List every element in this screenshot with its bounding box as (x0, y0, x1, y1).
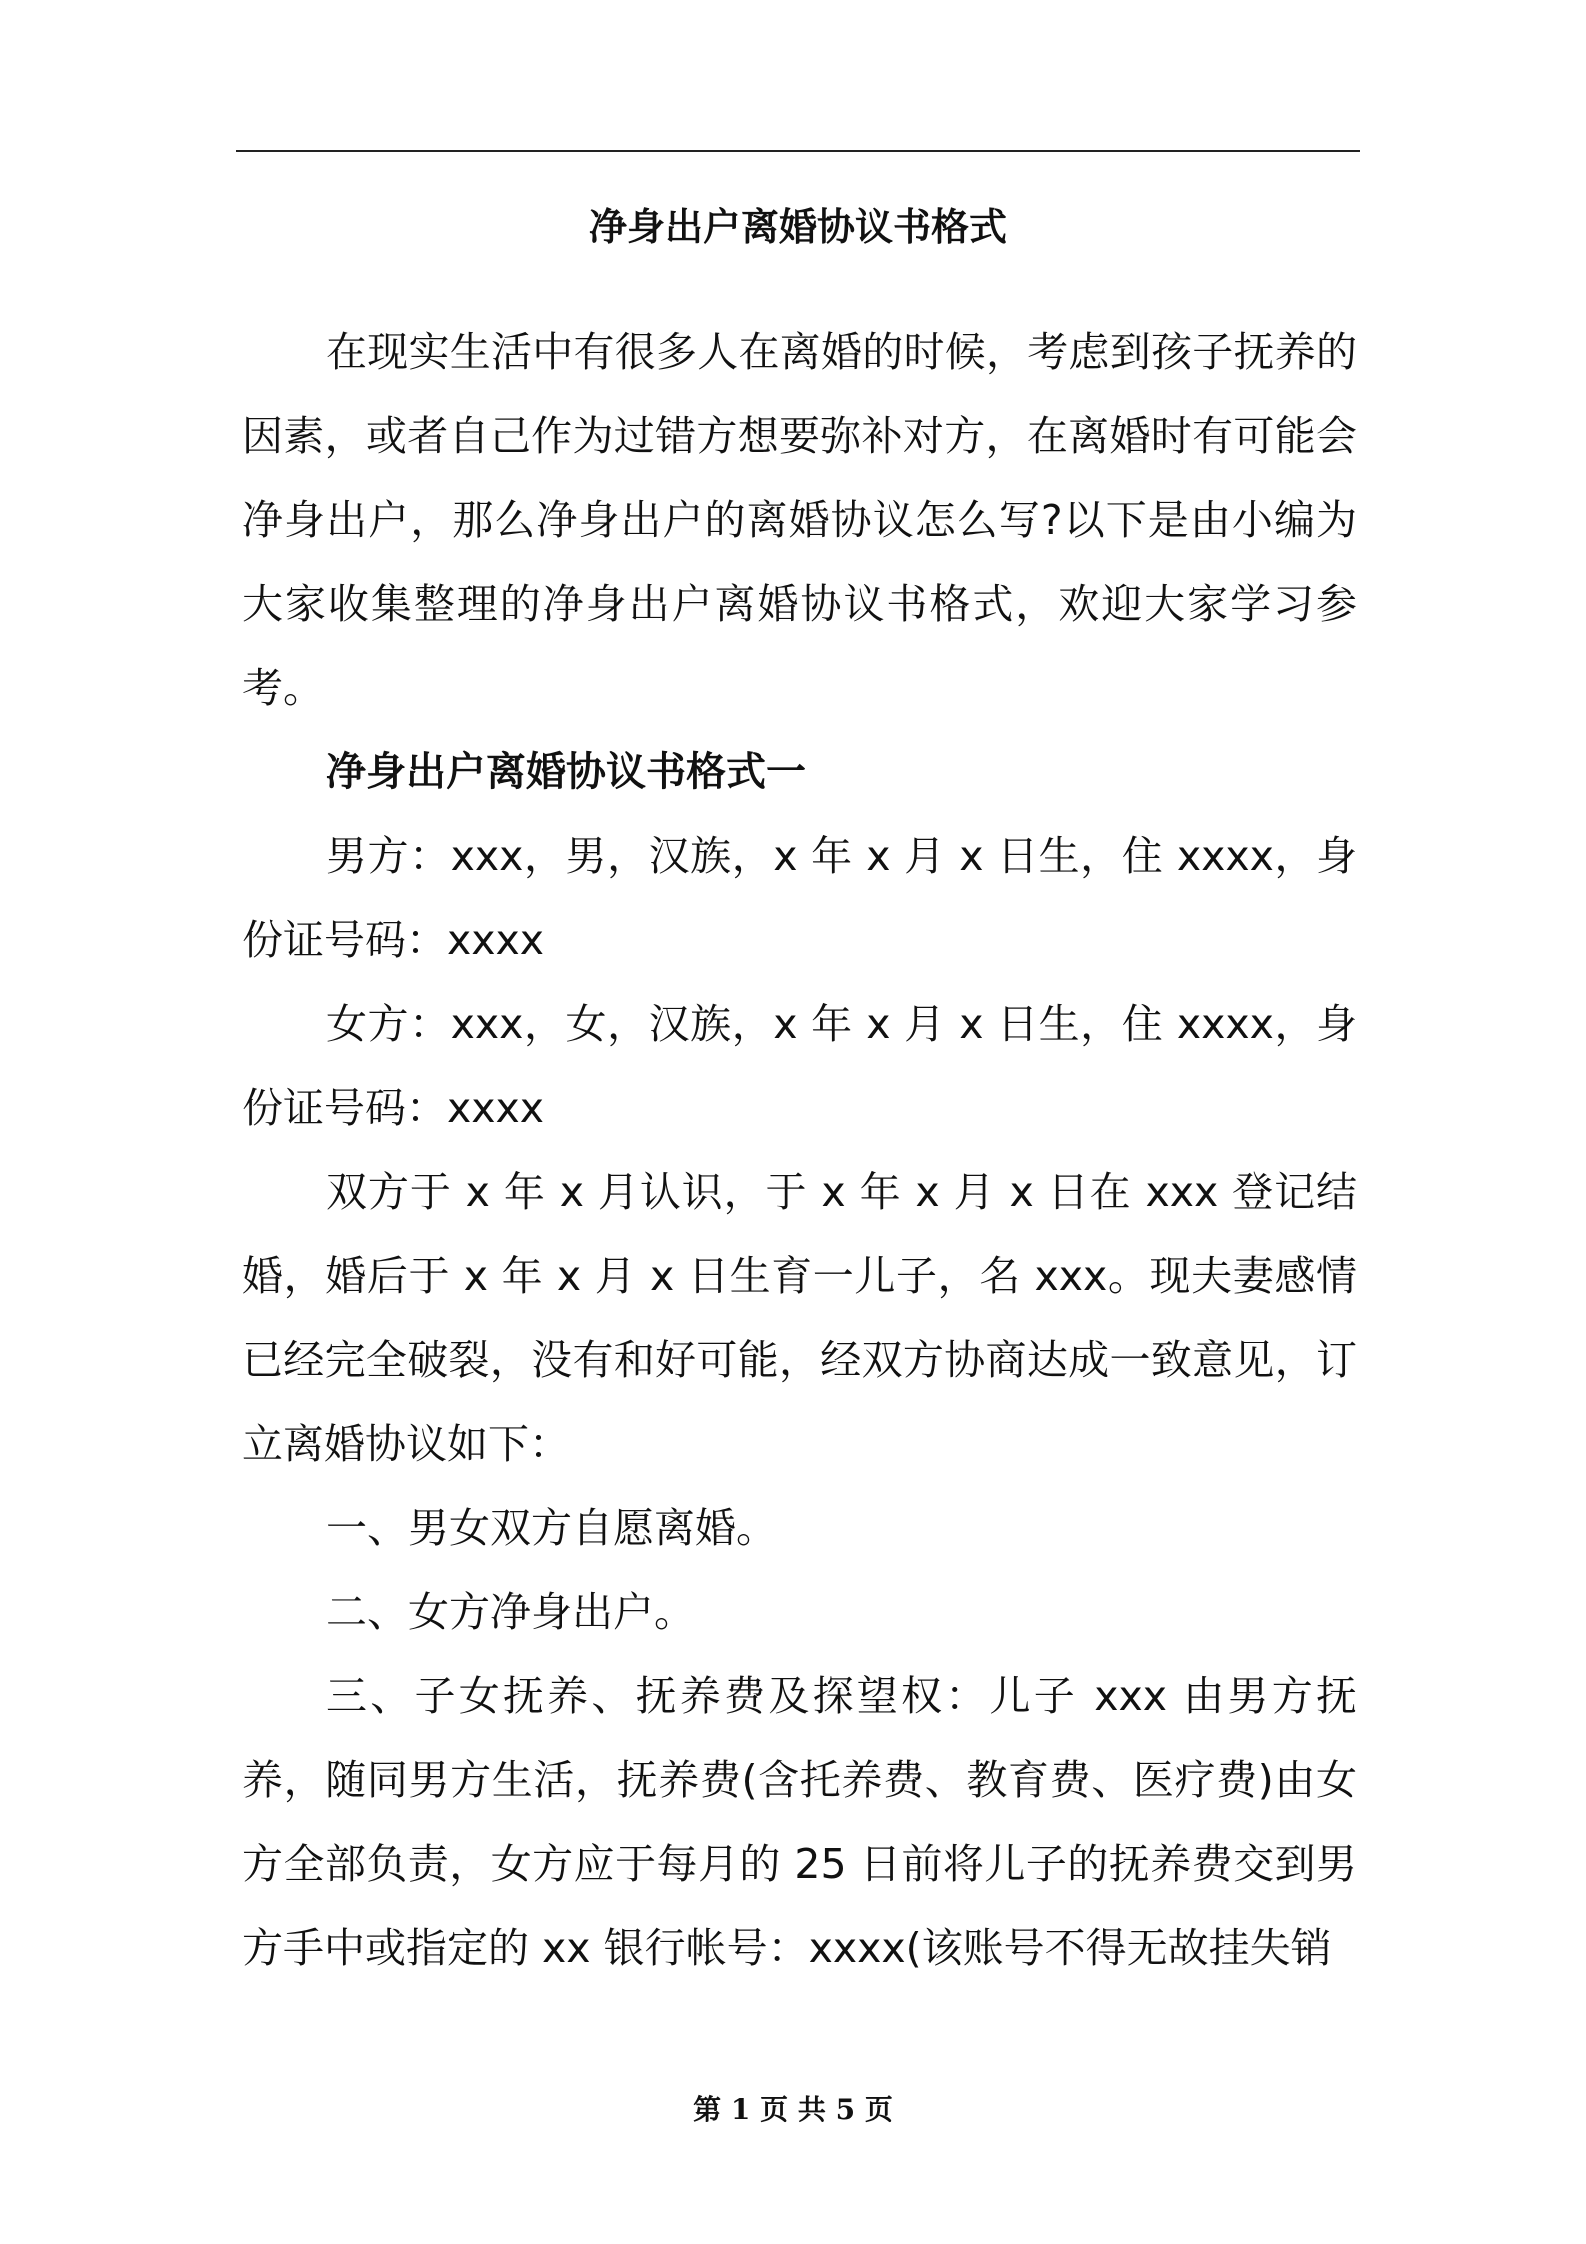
clause-1: 一、男女双方自愿离婚。 (326, 1504, 777, 1552)
marriage-background-paragraph: 双方于 x 年 x 月认识，于 x 年 x 月 x 日在 xxx 登记结婚，婚后于 x 年 x 月 x 日生育一儿子，名 xxx。现夫妻感情已经完全破裂，没有和好可能，经双方协商达成一致意见，订立离婚协议如下： (242, 1168, 1357, 1468)
document-body (242, 310, 1357, 1990)
clause-3: 三、子女抚养、抚养费及探望权：儿子 xxx 由男方抚养，随同男方生活，抚养费(含托养费、教育费、医疗费)由女方全部负责，女方应于每月的 25 日前将儿子的抚养费交到男方手中或指定的 xx 银行帐号：xxxx(该账号不得无故挂失销 (242, 1672, 1357, 1972)
page-footer: 第 1 页 共 5 页 (693, 2093, 893, 2126)
male-party-paragraph: 男方：xxx，男，汉族，x 年 x 月 x 日生，住 xxxx，身份证号码：xxxx (242, 832, 1357, 964)
header-rule (236, 150, 1360, 152)
female-party-paragraph: 女方：xxx，女，汉族，x 年 x 月 x 日生，住 xxxx，身份证号码：xxxx (242, 1000, 1357, 1132)
clause-2: 二、女方净身出户。 (326, 1588, 695, 1636)
document-title: 净身出户离婚协议书格式 (588, 205, 1007, 249)
section-heading: 净身出户离婚协议书格式一 (326, 749, 806, 795)
intro-paragraph: 在现实生活中有很多人在离婚的时候，考虑到孩子抚养的因素，或者自己作为过错方想要弥补对方，在离婚时有可能会净身出户，那么净身出户的离婚协议怎么写?以下是由小编为大家收集整理的净身出户离婚协议书格式，欢迎大家学习参考。 (242, 328, 1357, 712)
